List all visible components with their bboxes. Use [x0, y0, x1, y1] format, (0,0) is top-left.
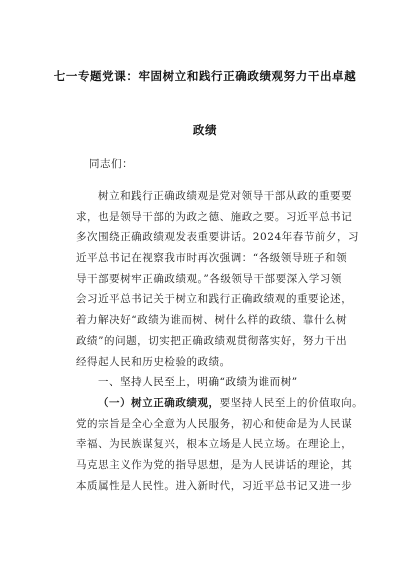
body-line: 着力解决好“政绩为谁而树、树什么样的政绩、靠什么树 [76, 314, 348, 327]
body-line: 马克思主义作为党的指导思想，是为人民讲话的理论，其 [76, 458, 353, 471]
body-line: 近平总书记在视察我市时再次强调：“各级领导班子和领 [76, 252, 348, 265]
document-title-line-1: 七一专题党课：牢固树立和践行正确政绩观努力干出卓越 [53, 69, 357, 83]
body-line: 导干部要树牢正确政绩观。”各级领导干部要深入学习领 [76, 272, 342, 285]
body-line: 经得起人民和历史检验的政绩。 [76, 355, 231, 368]
section-heading: 一、坚持人民至上，明确“政绩为谁而树” [98, 376, 298, 389]
body-line: 求，也是领导干部的为政之德、施政之要。习近平总书记 [76, 210, 353, 223]
salutation: 同志们： [89, 158, 134, 170]
body-line: 幸福、为民族谋复兴，根本立场是人民立场。在理论上， [76, 438, 353, 451]
body-line: 党的宗旨是全心全意为人民服务，初心和使命是为人民谋 [76, 417, 353, 430]
body-line: 会习近平总书记关于树立和践行正确政绩观的重要论述， [76, 293, 353, 306]
sub-heading [76, 393, 364, 414]
body-line: 多次围绕正确政绩观发表重要讲话。2024年春节前夕，习 [76, 231, 360, 244]
body-line: 政绩”的问题，切实把正确政绩观贯彻落实好，努力干出 [76, 334, 348, 347]
body-line: 树立和践行正确政绩观是党对领导干部从政的重要要 [98, 190, 353, 202]
body-paragraph [76, 186, 364, 496]
sub-heading-rest: 要坚持人民至上的价值取向。 [219, 396, 364, 409]
document-title-line-2: 政绩 [192, 123, 218, 137]
body-line: 本质属性是人民性。进入新时代，习近平总书记又进一步 [76, 479, 353, 492]
sub-heading-bold: （一）树立正确政绩观， [98, 396, 220, 409]
